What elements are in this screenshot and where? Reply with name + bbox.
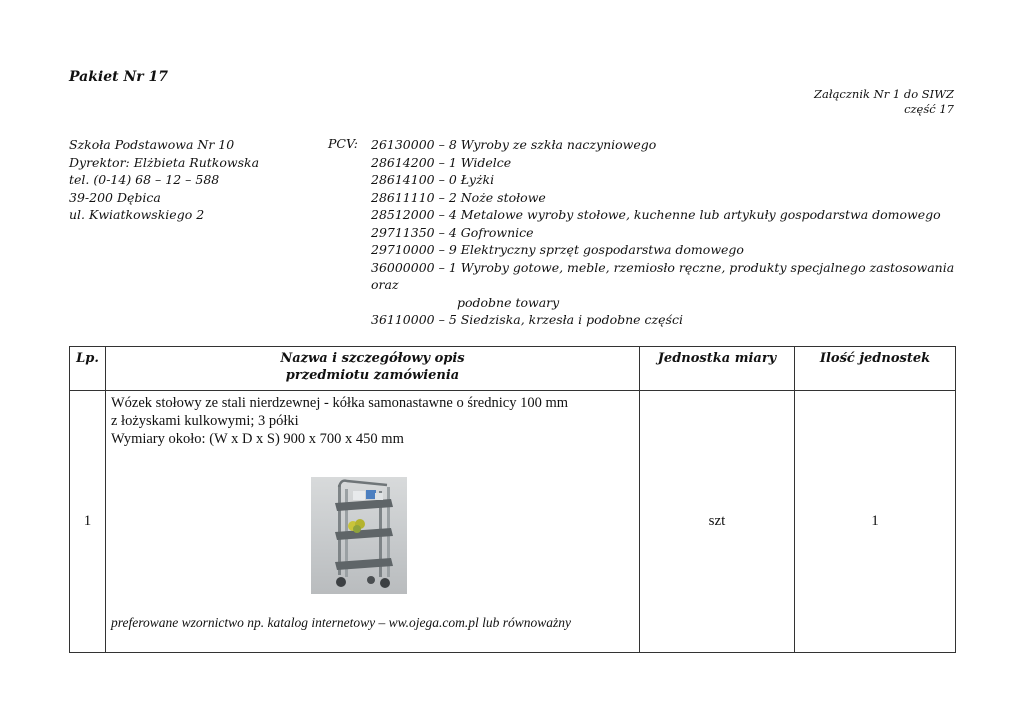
- pcv-code: 28614200 – 1 Widelce: [371, 154, 512, 170]
- school-address: [69, 136, 259, 224]
- pcv-code: 36110000 – 5 Siedziska, krzesła i podobne części: [371, 312, 683, 327]
- school-director: Dyrektor: Elżbieta Rutkowska: [69, 154, 260, 170]
- annex-label: [814, 87, 954, 117]
- table-header-row: [70, 347, 956, 391]
- pcv-code: 29711350 – 4 Gofrownice: [371, 224, 534, 240]
- annex-line-2: część 17: [904, 102, 954, 116]
- row-qty: 1: [795, 391, 956, 653]
- header-lp: Lp.: [70, 347, 106, 391]
- pcv-label: PCV:: [328, 136, 358, 151]
- pcv-code-list: [371, 136, 971, 329]
- school-street: ul. Kwiatkowskiego 2: [69, 207, 205, 222]
- items-table: [69, 346, 956, 653]
- header-qty: Ilość jednostek: [795, 347, 956, 391]
- trolley-photo: [311, 477, 407, 594]
- pcv-code-continuation: podobne towary: [457, 294, 560, 310]
- pcv-code: 28611110 – 2 Noże stołowe: [371, 189, 546, 205]
- school-city: 39-200 Dębica: [69, 189, 161, 205]
- table-row: [70, 391, 956, 653]
- header-name-line-2: przedmiotu zamówienia: [285, 368, 460, 383]
- pcv-code: 29710000 – 9 Elektryczny sprzęt gospodarstwa domowego: [371, 242, 744, 257]
- pcv-code: 36000000 – 1 Wyroby gotowe, meble, rzemiosło ręczne, produkty specjalnego zastosowania oraz: [371, 259, 955, 292]
- school-phone: tel. (0-14) 68 – 12 – 588: [69, 172, 220, 187]
- pcv-code: 26130000 – 8 Wyroby ze szkła naczyniowego: [371, 137, 657, 152]
- pcv-code: 28512000 – 4 Metalowe wyroby stołowe, kuchenne lub artykuły gospodarstwa domowego: [371, 207, 941, 222]
- pcv-code: 28614100 – 0 Łyżki: [371, 172, 495, 187]
- row-description: [106, 391, 640, 653]
- preferred-design-note: preferowane wzornictwo np. katalog internetowy – ww.ojega.com.pl lub równoważny: [111, 615, 571, 630]
- annex-line-1: Załącznik Nr 1 do SIWZ: [814, 87, 954, 101]
- trolley-illustration: [311, 477, 407, 594]
- row-lp: 1: [70, 391, 106, 653]
- desc-line-2: z łożyskami kulkowymi; 3 półki: [111, 413, 299, 429]
- school-name: Szkoła Podstawowa Nr 10: [69, 137, 235, 152]
- desc-line-1: Wózek stołowy ze stali nierdzewnej - kółka samonastawne o średnicy 100 mm: [111, 395, 569, 411]
- header-name: [106, 347, 640, 391]
- desc-line-3: Wymiary około: (W x D x S) 900 x 700 x 450 mm: [111, 431, 404, 447]
- row-unit: szt: [640, 391, 795, 653]
- package-title: Pakiet Nr 17: [69, 69, 169, 85]
- header-name-line-1: Nazwa i szczegółowy opis: [280, 351, 465, 366]
- header-unit: Jednostka miary: [640, 347, 795, 391]
